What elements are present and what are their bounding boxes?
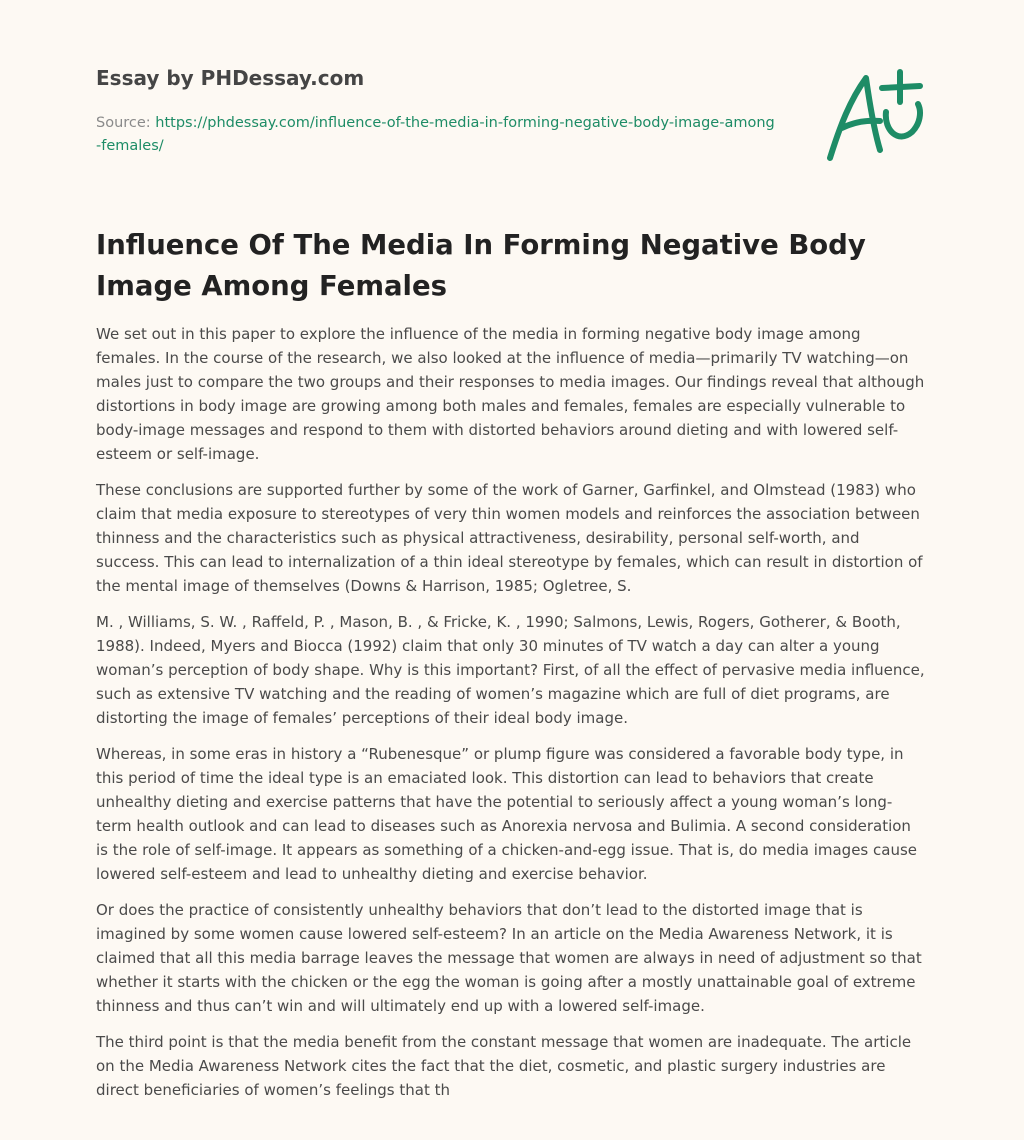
essay-title: Influence Of The Media In Forming Negative Body Image Among Females [96, 229, 866, 302]
a-plus-logo-icon [820, 66, 930, 166]
essay-paragraph: These conclusions are supported further by some of the work of Garner, Garfinkel, and Olmstead (1983) who claim that media exposure to stereotypes of very thin women models and reinforces the association between thinness and the characteristics such as physical attractiveness, desirability, personal self-worth, and success. This can lead to internalization of a thin ideal stereotype by females, which can result in distortion of the mental image of themselves (Downs & Harrison, 1985; Ogletree, S. [96, 481, 923, 595]
source-label: Source: [96, 115, 151, 131]
essay-body [96, 322, 926, 1114]
essay-paragraph: We set out in this paper to explore the influence of the media in forming negative body image among females. In the course of the research, we also looked at the influence of media—primarily TV watching—on males just to compare the two groups and their responses to media images. Our findings reveal that although distortions in body image are growing among both males and females, females are especially vulnerable to body-image messages and respond to them with distorted behaviors around dieting and with lowered self-esteem or self-image. [96, 325, 925, 463]
essay-paragraph: Whereas, in some eras in history a “Rubenesque” or plump figure was considered a favorable body type, in this period of time the ideal type is an emaciated look. This distortion can lead to behaviors that create unhealthy dieting and exercise patterns that have the potential to seriously affect a young woman’s long-term health outlook and can lead to diseases such as Anorexia nervosa and Bulimia. A second consideration is the role of self-image. It appears as something of a chicken-and-egg issue. That is, do media images cause lowered self-esteem and lead to unhealthy dieting and exercise behavior. [96, 745, 917, 883]
essay-paragraph: The third point is that the media benefit from the constant message that women are inadequate. The article on the Media Awareness Network cites the fact that the diet, cosmetic, and plastic surgery industries are direct beneficiaries of women’s feelings that th [96, 1033, 912, 1099]
source-line [96, 112, 776, 158]
source-link[interactable]: https://phdessay.com/influence-of-the-media-in-forming-negative-body-image-among-females/ [96, 115, 775, 154]
essay-paragraph: Or does the practice of consistently unhealthy behaviors that don’t lead to the distorted image that is imagined by some women cause lowered self-esteem? In an article on the Media Awareness Network, it is claimed that all this media barrage leaves the message that women are always in need of adjustment so that whether it starts with the chicken or the egg the woman is going after a mostly unattainable goal of extreme thinness and thus can’t win and will ultimately end up with a lowered self-image. [96, 901, 922, 1015]
site-brand: Essay by PHDessay.com [96, 66, 365, 90]
essay-paragraph: M. , Williams, S. W. , Raffeld, P. , Mason, B. , & Fricke, K. , 1990; Salmons, Lewis, Rogers, Gotherer, & Booth, 1988). Indeed, Myers and Biocca (1992) claim that only 30 minutes of TV watch a day can alter a young woman’s perception of body shape. Why is this important? First, of all the effect of pervasive media influence, such as extensive TV watching and the reading of women’s magazine which are full of diet programs, are distorting the image of females’ perceptions of their ideal body image. [96, 613, 925, 727]
